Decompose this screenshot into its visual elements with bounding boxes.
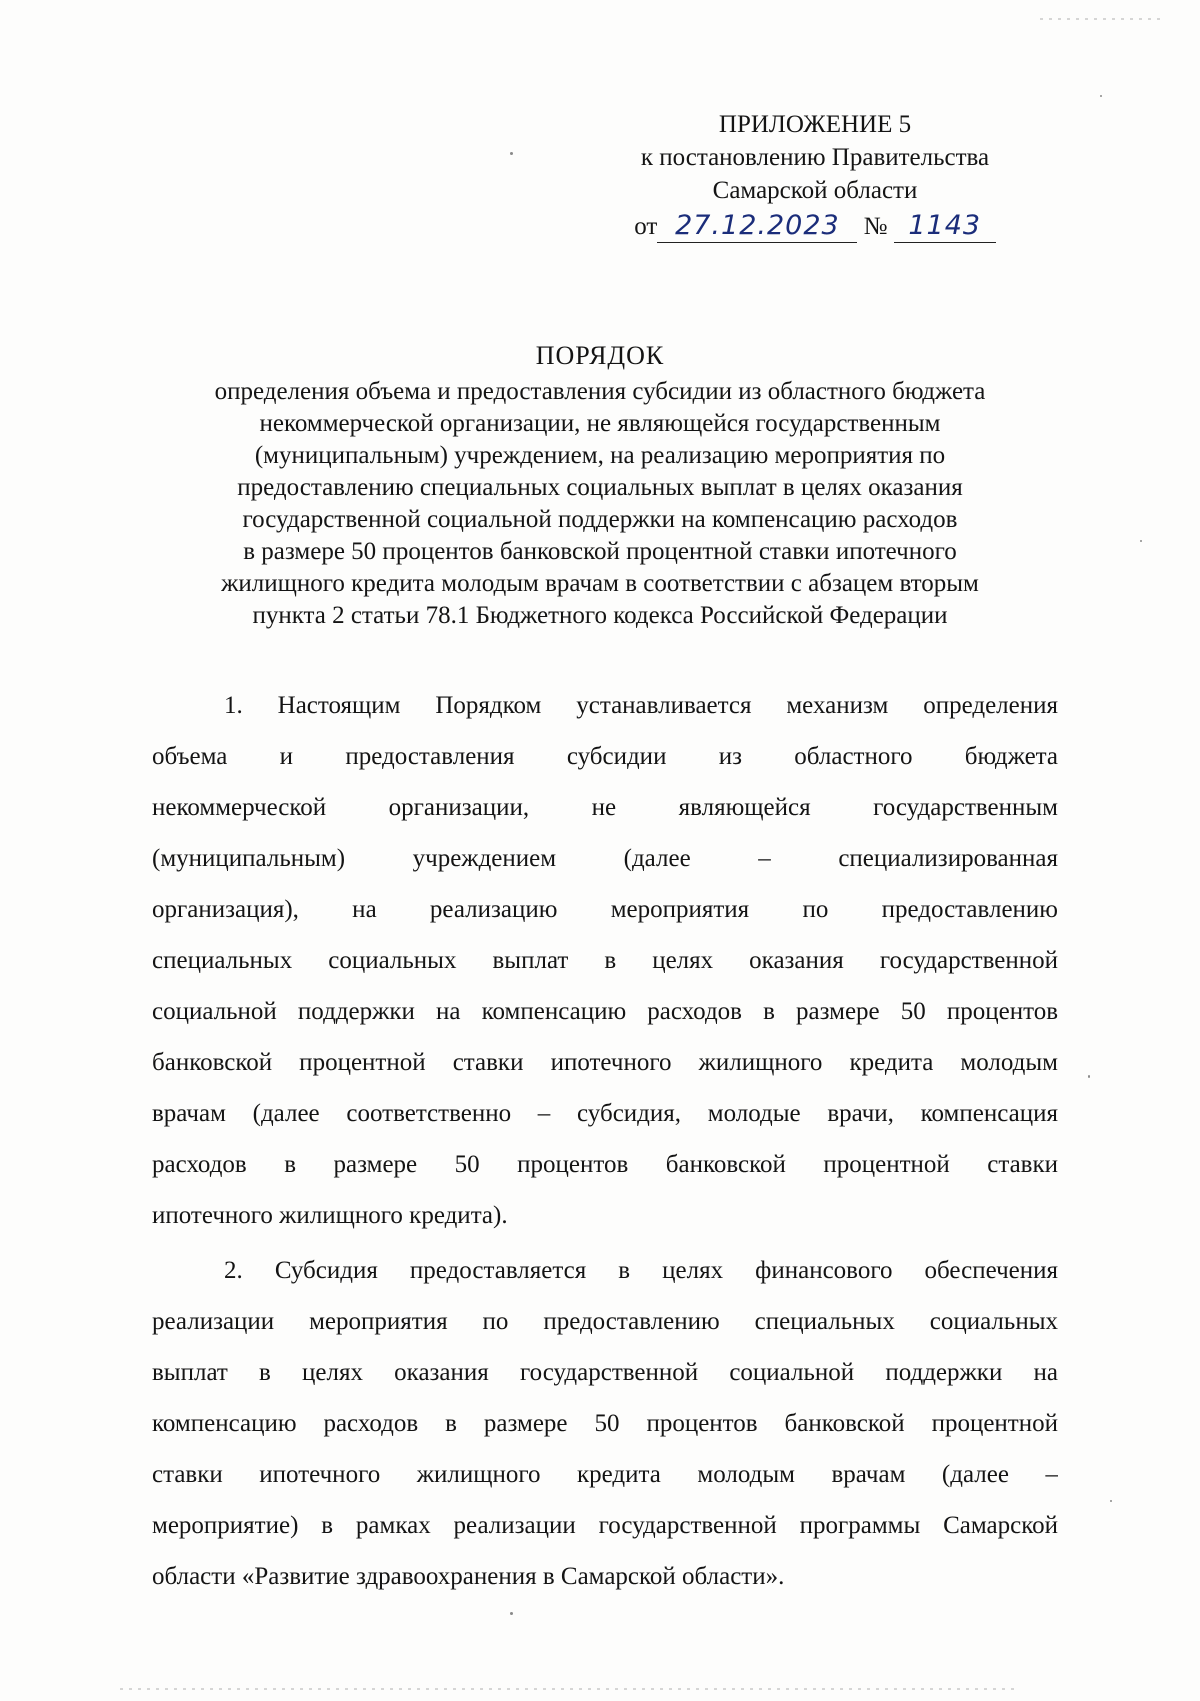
appendix-resolution-ref: к постановлению Правительства: [640, 144, 990, 171]
paragraph-line: реализации мероприятия по предоставлению специальных социальных: [152, 1308, 1058, 1335]
document-body: [152, 680, 1058, 1602]
title-line: в размере 50 процентов банковской процентной ставки ипотечного: [243, 538, 957, 565]
paragraph-line: расходов в размере 50 процентов банковской процентной ставки: [152, 1151, 1058, 1178]
paragraph-line: 1. Настоящим Порядком устанавливается механизм определения: [224, 692, 1058, 719]
title-line: предоставлению специальных социальных выплат в целях оказания: [237, 474, 963, 501]
scan-speck: [1100, 95, 1102, 97]
scan-speck: [1140, 540, 1142, 542]
appendix-date-line: [590, 209, 1040, 243]
title-line: (муниципальным) учреждением, на реализацию мероприятия по: [254, 442, 946, 469]
date-prefix: от: [634, 213, 658, 240]
paragraph-line: выплат в целях оказания государственной социальной поддержки на: [152, 1359, 1058, 1386]
paragraph-line: врачам (далее соответственно – субсидия, молодые врачи, компенсация: [152, 1100, 1058, 1127]
paragraph-line: области «Развитие здравоохранения в Самарской области».: [152, 1563, 785, 1590]
paragraph-line: организация), на реализацию мероприятия по предоставлению: [152, 896, 1058, 923]
appendix-header: [590, 108, 1040, 243]
scan-noise: [1040, 18, 1160, 20]
title-line: пункта 2 статьи 78.1 Бюджетного кодекса Российской Федерации: [252, 602, 948, 629]
paragraph-line: компенсацию расходов в размере 50 процентов банковской процентной: [152, 1410, 1058, 1437]
document-title: ПОРЯДОК: [535, 341, 665, 370]
scan-speck: [1110, 1500, 1112, 1502]
paragraph-1: [152, 680, 1058, 1241]
paragraph-line: банковской процентной ставки ипотечного жилищного кредита молодым: [152, 1049, 1058, 1076]
paragraph-line: объема и предоставления субсидии из областного бюджета: [152, 743, 1058, 770]
paragraph-line: 2. Субсидия предоставляется в целях финансового обеспечения: [224, 1257, 1058, 1284]
paragraph-line: ипотечного жилищного кредита).: [152, 1202, 508, 1229]
number-prefix: №: [863, 213, 888, 240]
paragraph-line: ставки ипотечного жилищного кредита молодым врачам (далее –: [152, 1461, 1058, 1488]
scan-speck: [1088, 1075, 1090, 1078]
document-title-block: [120, 340, 1080, 632]
paragraph-2: [152, 1245, 1058, 1602]
appendix-number: ПРИЛОЖЕНИЕ 5: [718, 111, 912, 138]
paragraph-line: мероприятие) в рамках реализации государственной программы Самарской: [152, 1512, 1058, 1539]
title-line: жилищного кредита молодым врачам в соответствии с абзацем вторым: [221, 570, 979, 597]
scan-speck: [510, 152, 513, 155]
appendix-region: Самарской области: [712, 177, 918, 204]
title-line: определения объема и предоставления субсидии из областного бюджета: [214, 378, 986, 405]
scan-speck: [510, 1612, 513, 1615]
scan-noise: [120, 1688, 1020, 1690]
handwritten-number: 1143: [894, 209, 996, 243]
paragraph-line: социальной поддержки на компенсацию расходов в размере 50 процентов: [152, 998, 1058, 1025]
paragraph-line: (муниципальным) учреждением (далее – специализированная: [152, 845, 1058, 872]
paragraph-line: специальных социальных выплат в целях оказания государственной: [152, 947, 1058, 974]
paragraph-line: некоммерческой организации, не являющейся государственным: [152, 794, 1058, 821]
title-line: государственной социальной поддержки на компенсацию расходов: [242, 506, 958, 533]
title-line: некоммерческой организации, не являющейся государственным: [259, 410, 941, 437]
handwritten-date: 27.12.2023: [657, 209, 857, 243]
